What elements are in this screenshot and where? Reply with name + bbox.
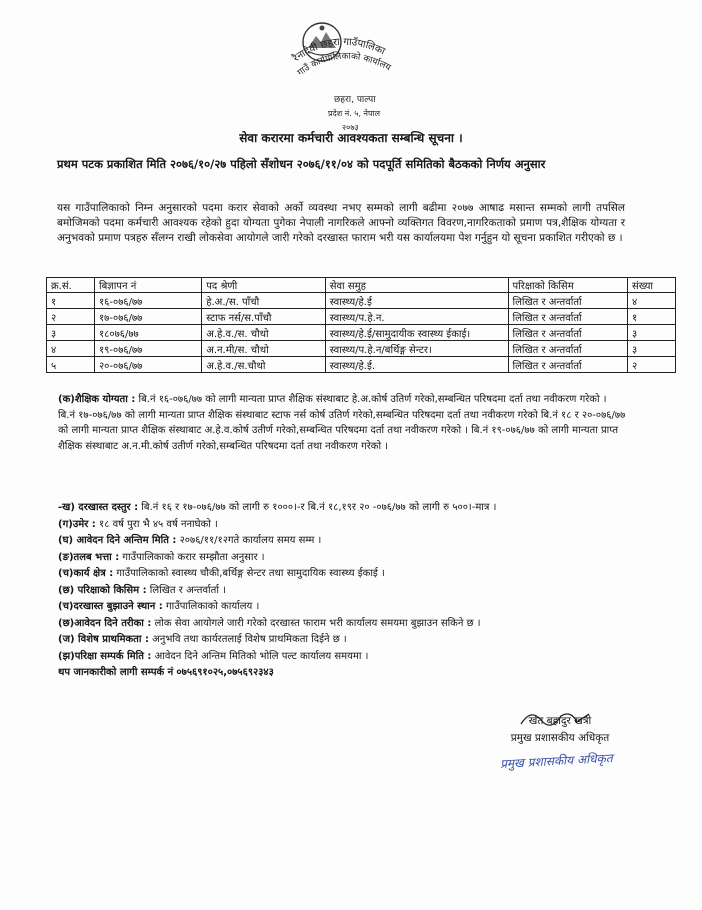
col-header-count: संख्या	[627, 278, 675, 293]
signature-block	[480, 713, 640, 747]
list-item	[58, 550, 618, 567]
table-row	[47, 309, 676, 325]
list-item	[58, 616, 618, 633]
table-row	[47, 293, 676, 309]
cell-sn: २	[47, 309, 95, 325]
cell-count: ३	[627, 325, 675, 341]
item-label: (झ)परिक्षा सम्पर्क मिति :	[58, 650, 152, 662]
cell-count: १	[627, 309, 675, 325]
cell-exam: लिखित र अन्तर्वार्ता	[508, 357, 627, 373]
cell-ad-no: २०-०७६/७७	[94, 357, 201, 373]
cell-ad-no: १९-०७६/७७	[94, 341, 201, 357]
qualification-text: बि.नं १६-०७६/७७ को लागी मान्यता प्राप्त शैक्षिक संस्थाबाट हे.अ.कोर्ष उतिर्ण गरेको,सम्बन्धित परिषदमा दर्ता तथा नवीकरण गरेको । बि.नं १७-०७६/७७ को लागी मान्यता प्राप्त शैक्षिक संस्थाबाट स्टाफ नर्स कोर्ष उतिर्ण गरेको,सम्बन्धित परिषदमा दर्ता तथा नवीकरण गरेको बि.नं १८ र २०-०७६/७७ को लागी मान्यता प्राप्त शैक्षिक संस्थाबाट अ.हे.व.कोर्ष उतीर्ण गरेको,सम्बन्धित परिषदमा दर्ता तथा नवीकरण गरेको । बि.नं १९-०७६/७७ को लागी मान्यता प्राप्त शैक्षिक संस्थाबाट अ.न.मी.कोर्ष उतीर्ण गरेको,सम्बन्धित परिषदमा दर्ता तथा नवीकरण गरेको ।	[58, 394, 626, 452]
cell-service: स्वास्थ्य/हे.ई/सामुदायीक स्वास्थ्य ईकाई।	[325, 325, 508, 341]
signatory-designation: प्रमुख प्रशासकीय अधिकृत	[510, 732, 610, 744]
item-text: १८ वर्ष पुरा भै ४५ वर्ष ननाघेको ।	[99, 518, 218, 530]
cell-sn: ३	[47, 325, 95, 341]
cell-service: स्वास्थ्य/हे.ई.	[325, 357, 508, 373]
cell-service: स्वास्थ्य/प.हे.न.	[325, 309, 508, 325]
cell-count: ४	[627, 293, 675, 309]
seal-text-block	[276, 26, 416, 138]
list-item	[58, 649, 618, 666]
item-text: गाउँपालिकाको करार सम्झौता अनुसार ।	[122, 551, 265, 563]
qualification-section	[58, 392, 626, 454]
cell-sn: ४	[47, 341, 95, 357]
item-text: गाउँपालिकाको कार्यालय ।	[166, 601, 260, 612]
contact-line	[58, 665, 618, 682]
item-label: (छ) परिक्षाको किसिम :	[58, 584, 147, 596]
notice-intro: यस गाउँपालिकाको निम्न अनुसारको पदमा करार सेवाको अर्को व्यवस्था नभए सम्मको लागी बढीमा २०७७ आषाढ मसान्त सम्मको लागी तपसिल बमोजिमको पदमा कर्मचारी आवश्यक रहेको हुदा योग्यता पुगेका नेपाली नागरिकले आफ्नो व्यक्तिगत विवरण,नागरिकताको प्रमाण पत्र,शैक्षिक योग्यता र अनुभवको प्रमाण पत्रहरु सँलग्न राखी लोकसेवा आयोगले जारी गरेको दरखास्त फाराम भरी यस कार्यालयमा पेश गर्नुहुन यो सूचना प्रकाशित गरीएको छ ।	[57, 202, 625, 244]
notice-title: सेवा करारमा कर्मचारी आवश्यकता सम्बन्धि सूचना ।	[239, 131, 463, 145]
col-header-service: सेवा समुह	[325, 278, 508, 293]
cell-ad-no: १६-०७६/७७	[94, 293, 201, 309]
cell-post: अ.न.मी/स. चौथो	[202, 341, 326, 357]
seal-line-1: रैनादेवी छहरा गाउँपालिका	[291, 36, 387, 65]
item-text: आवेदन दिने अन्तिम मितिको भोलि पल्ट कार्यालय समयमा ।	[154, 650, 369, 662]
list-item	[58, 583, 618, 600]
item-label: (ङ)तलब भत्ता :	[58, 551, 120, 563]
cell-ad-no: १७-०७६/७७	[94, 309, 201, 325]
cell-post: अ.हे.व./स.चौथो	[202, 357, 326, 373]
item-label: (ग)उमेर :	[58, 518, 96, 530]
table-row	[47, 357, 676, 373]
cell-exam: लिखित र अन्तर्वार्ता	[508, 341, 627, 357]
cell-post: स्टाफ नर्स/स.पाँचौ	[202, 309, 326, 325]
cell-service: स्वास्थ्य/हे.ई	[325, 293, 508, 309]
designation-stamp: प्रमुख प्रशासकीय अधिकृत	[499, 751, 613, 771]
cell-post: अ.हे.व./स. चौथो	[202, 325, 326, 341]
municipality-seal	[276, 20, 416, 138]
item-text: लिखित र अन्तर्वार्ता ।	[149, 584, 226, 596]
cell-post: हे.अ./स. पाँचौ	[202, 293, 326, 309]
contact-numbers: ०७५६९१०२५,०७५६९२३४३	[176, 667, 274, 678]
condition-list	[58, 500, 618, 682]
cell-exam: लिखित र अन्तर्वार्ता	[508, 309, 627, 325]
item-label: (ज) विशेष प्राथमिकता :	[58, 634, 149, 645]
seal-line-5: २०७३	[342, 123, 359, 132]
list-item	[58, 533, 618, 550]
table-header-row	[47, 278, 676, 293]
item-label: (घ) आवेदन दिने अन्तिम मिति :	[58, 535, 177, 546]
qualification-label: (क)शैक्षिक योग्यता :	[58, 394, 136, 405]
seal-line-3: छहरा, पाल्पा	[334, 95, 376, 105]
cell-sn: ५	[47, 357, 95, 373]
list-item	[58, 517, 618, 534]
signatory-name: खेत बहादुर खत्री	[528, 715, 592, 727]
col-header-exam: परिक्षाको किसिम	[508, 278, 627, 293]
item-text: गाउँपालिकाको स्वास्थ्य चौकी,बर्थिङ्ग सेन्टर तथा सामुदायिक स्वास्थ्य ईकाई ।	[116, 568, 385, 579]
item-label: -ख) दरखास्त दस्तुर :	[58, 502, 139, 513]
cell-count: ३	[627, 341, 675, 357]
list-item	[58, 632, 618, 649]
cell-exam: लिखित र अन्तर्वार्ता	[508, 293, 627, 309]
col-header-ad-no: बिज्ञापन नं	[94, 278, 201, 293]
list-item	[58, 500, 618, 517]
cell-sn: १	[47, 293, 95, 309]
vacancy-table	[46, 277, 676, 373]
seal-line-4: प्रदेश नं. ५, नेपाल	[328, 109, 381, 118]
item-text: बि.नं १६ र १७-०७६/७७ को लागी रु १०००।-र बि.नं १८,१९र २० -०७६/७७ को लागी रु ५००।-मात्र ।	[141, 502, 497, 513]
list-item	[58, 599, 618, 616]
item-text: लोक सेवा आयोगले जारी गरेको दरखास्त फाराम भरी कार्यालय समयमा बुझाउन सकिने छ ।	[154, 617, 481, 629]
item-label: (च)दरखास्त बुझाउने स्थान :	[58, 601, 163, 612]
col-header-post: पद श्रेणी	[202, 278, 326, 293]
item-text: अनुभवि तथा कार्यरतलाई विशेष प्राथमिकता दिईने छ ।	[152, 634, 347, 645]
contact-label: थप जानकारीको लागी सम्पर्क नं	[58, 667, 174, 678]
notice-subtitle: प्रथम पटक प्रकाशित मिति २०७६/१०/२७ पहिलो सँशोधन २०७६/११/०४ को पदपूर्ति समितिको बैठकको निर्णय अनुसार	[57, 157, 546, 171]
seal-line-2: गाउँ कार्यपालिकाको कार्यालय	[295, 51, 393, 79]
col-header-sn: क्र.सं.	[47, 278, 95, 293]
item-label: (च)कार्य क्षेत्र :	[58, 568, 114, 579]
cell-service: स्वास्थ्य/प.हे.न/बर्थिङ्ग सेन्टर।	[325, 341, 508, 357]
item-label: (छ)आवेदन दिने तरीका :	[58, 617, 152, 629]
cell-ad-no: १८०७६/७७	[94, 325, 201, 341]
item-text: २०७६/११/१२गते कार्यालय समय सम्म ।	[179, 535, 322, 546]
table-row	[47, 341, 676, 357]
cell-exam: लिखित र अन्तर्वार्ता	[508, 325, 627, 341]
table-row	[47, 325, 676, 341]
cell-count: २	[627, 357, 675, 373]
list-item	[58, 566, 618, 583]
